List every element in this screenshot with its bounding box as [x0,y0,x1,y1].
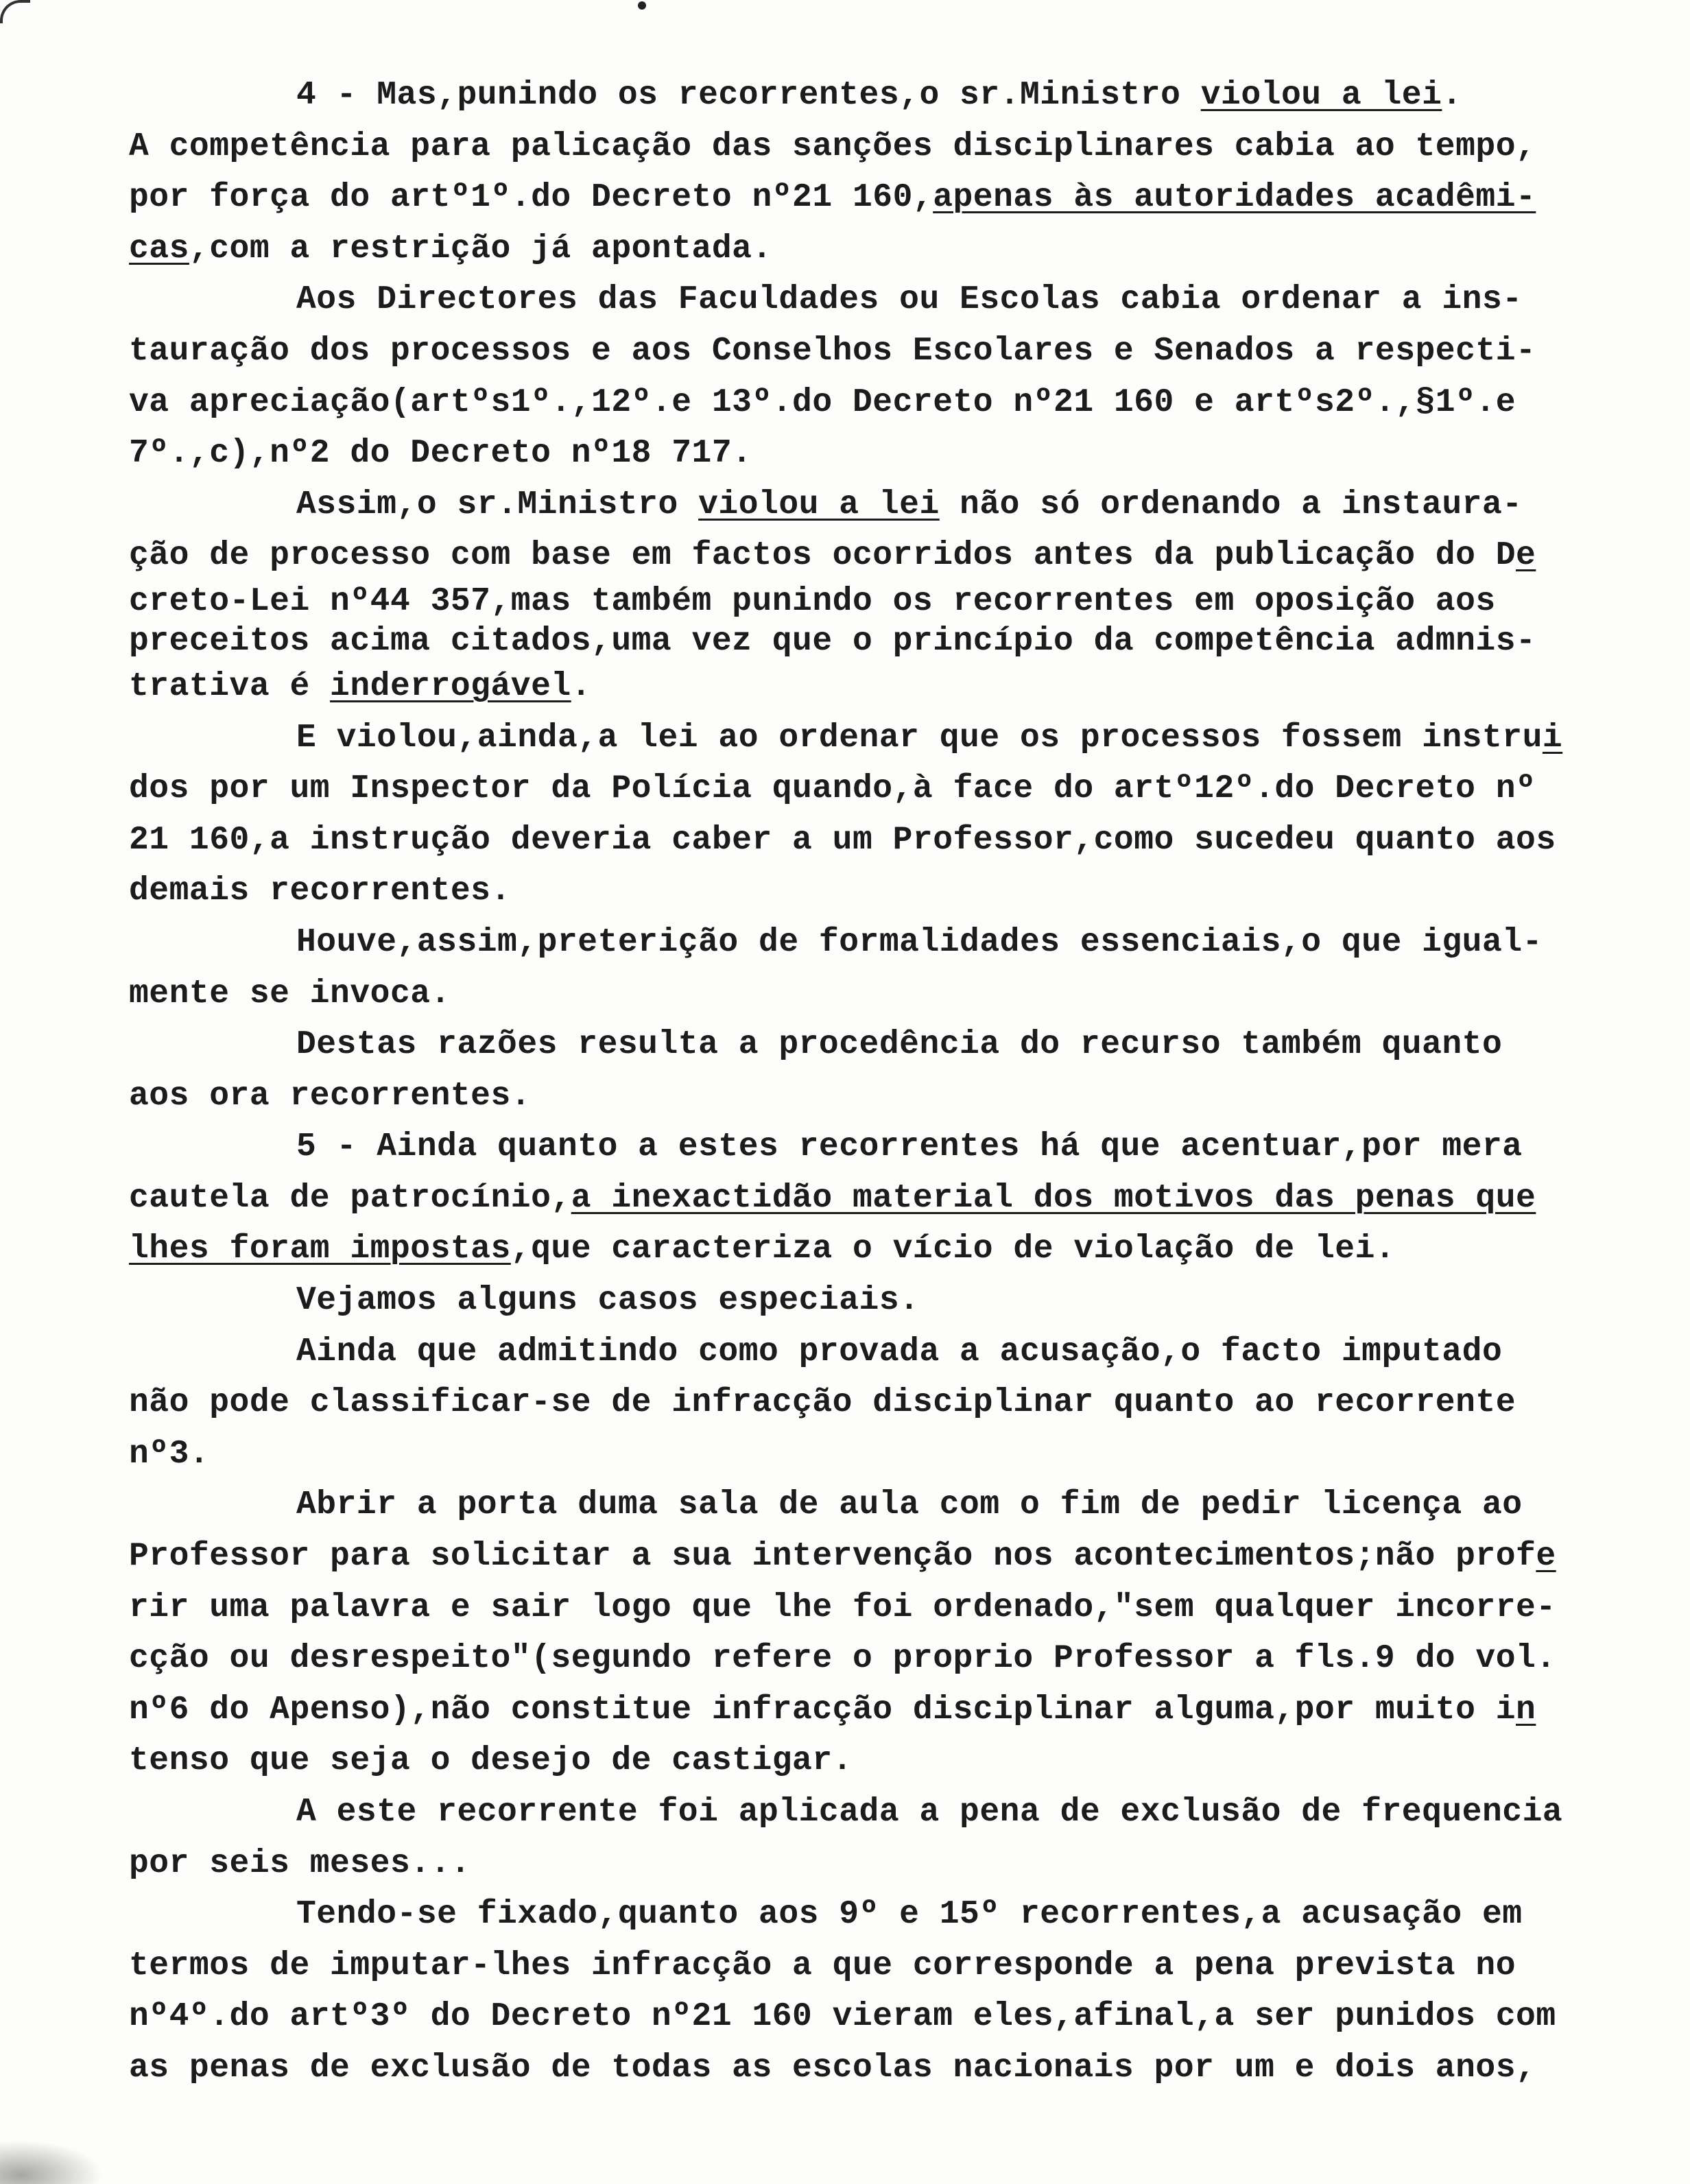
text-line: tauração dos processos e aos Conselhos Escolares e Senados a respecti- [129,332,1536,370]
underlined-text: violou a lei [698,486,940,523]
text-line: dos por um Inspector da Polícia quando,à face do artº12º.do Decreto nº [129,770,1536,808]
text-line: Vejamos alguns casos especiais. [296,1282,920,1320]
underlined-text: inderrogável [330,667,571,705]
text-run: por força do artº1º.do Decreto nº21 160, [129,179,933,217]
text-run: Assim,o sr.Ministro [296,486,699,523]
underlined-text: e [1536,1538,1556,1576]
text-line [129,1173,1638,1224]
text-line: A este recorrente foi aplicada a pena de exclusão de frequencia [296,1794,1563,1831]
text-run: Professor para solicitar a sua intervenção nos acontecimentos;não prof [129,1538,1536,1576]
text-line: preceitos acima citados,uma vez que o princípio da competência admnis- [129,622,1536,660]
text-line [129,1224,1638,1275]
text-line: cção ou desrespeito"(segundo refere o proprio Professor a fls.9 do vol. [129,1640,1556,1678]
text-line: Ainda que admitindo como provada a acusação,o facto imputado [296,1333,1503,1370]
text-run: ,com a restrição já apontada. [189,230,772,268]
text-line: tenso que seja o desejo de castigar. [129,1742,853,1780]
text-line: aos ora recorrentes. [129,1077,532,1115]
text-line: Houve,assim,preterição de formalidades essenciais,o que igual- [296,923,1543,961]
text-run: cautela de patrocínio, [129,1179,571,1217]
underlined-text: i [1542,719,1563,757]
text-line: Abrir a porta duma sala de aula com o fim de pedir licença ao [296,1486,1523,1524]
underlined-text: violou a lei [1200,77,1442,114]
scan-smudge [0,2140,103,2184]
text-line: as penas de exclusão de todas as escolas nacionais por um e dois anos, [129,2049,1536,2087]
underlined-text: e [1516,537,1536,575]
text-line [129,1531,1638,1582]
text-line: mente se invoca. [129,975,451,1012]
text-line: não pode classificar-se de infracção disciplinar quanto ao recorrente [129,1384,1516,1422]
text-line: nº3. [129,1435,210,1473]
text-line: 5 - Ainda quanto a estes recorrentes há que acentuar,por mera [296,1128,1523,1166]
text-line [129,70,1638,121]
underlined-text: a inexactidão material dos motivos das penas que [571,1179,1536,1217]
text-run: . [1442,77,1462,114]
text-line [129,713,1638,764]
text-line: Aos Directores das Faculdades ou Escolas cabia ordenar a ins- [296,281,1523,319]
text-run: ção de processo com base em factos ocorridos antes da publicação do D [129,537,1516,575]
text-line: 7º.,c),nº2 do Decreto nº18 717. [129,435,752,473]
text-line: nº4º.do artº3º do Decreto nº21 160 vieram eles,afinal,a ser punidos com [129,1998,1556,2036]
text-line [129,1685,1638,1736]
text-line [129,661,1638,713]
text-line: termos de imputar-lhes infracção a que corresponde a pena prevista no [129,1947,1516,1984]
text-line: Tendo-se fixado,quanto aos 9º e 15º recorrentes,a acusação em [296,1896,1523,1934]
text-run: nº6 do Apenso),não constitue infracção disciplinar alguma,por muito i [129,1691,1516,1729]
text-run: ,que caracteriza o vício de violação de lei. [510,1231,1396,1268]
underlined-text: cas [129,230,189,268]
text-run: não só ordenando a instaura- [939,486,1523,523]
text-line [129,172,1638,224]
text-line: rir uma palavra e sair logo que lhe foi ordenado,"sem qualquer incorre- [129,1589,1556,1626]
ink-dot [638,1,646,10]
text-line: 21 160,a instrução deveria caber a um Professor,como sucedeu quanto aos [129,821,1556,859]
text-line [129,224,1638,275]
text-run: . [571,667,592,705]
underlined-text: apenas às autoridades acadêmi- [933,179,1536,217]
text-line [129,530,1638,582]
text-run: 4 - Mas,punindo os recorrentes,o sr.Ministro [296,77,1201,114]
text-line [129,479,1638,531]
text-line: creto-Lei nº44 357,mas também punindo os recorrentes em oposição aos [129,582,1496,620]
text-line: demais recorrentes. [129,873,511,910]
text-line: A competência para palicação das sanções disciplinares cabia ao tempo, [129,128,1536,165]
text-line: por seis meses... [129,1844,471,1882]
typed-text-body [129,70,1638,2094]
underlined-text: n [1516,1691,1536,1729]
text-line: va apreciação(artºs1º.,12º.e 13º.do Decreto nº21 160 e artºs2º.,§1º.e [129,383,1516,421]
text-line: Destas razões resulta a procedência do recurso também quanto [296,1026,1503,1064]
text-run: E violou,ainda,a lei ao ordenar que os processos fossem instru [296,719,1543,757]
text-run: trativa é [129,667,331,705]
underlined-text: lhes foram impostas [129,1231,511,1268]
page-corner-mark [0,0,30,23]
